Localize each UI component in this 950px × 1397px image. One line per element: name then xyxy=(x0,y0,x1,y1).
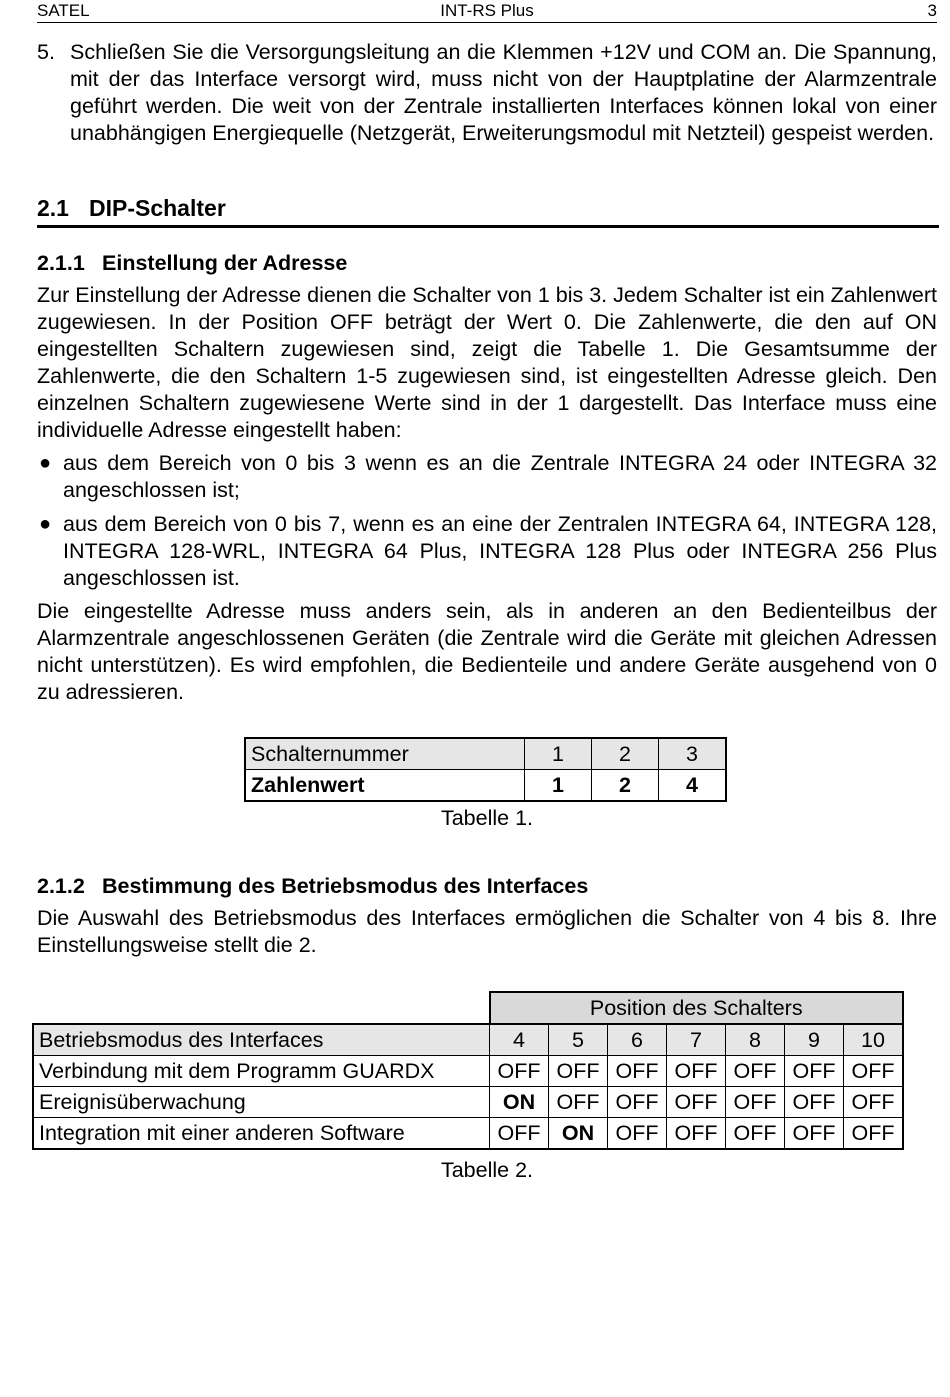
column-header: 4 xyxy=(490,1024,549,1056)
table-cell: OFF xyxy=(667,1056,726,1087)
address-paragraph-2: Die eingestellte Adresse muss anders sein, als in anderen an den Bedienteilbus der Alarmzentrale angeschlossenen Geräten (die Zentrale wird die Geräte mit gleichen Adressen nicht unterstützen). Es wird empfohlen, die Bedienteile und andere Geräte ausgehend von 0 zu adressieren. xyxy=(37,599,937,704)
table-cell: OFF xyxy=(490,1118,549,1150)
bullet-icon: ● xyxy=(39,452,52,474)
table-row xyxy=(245,770,726,802)
table-cell: 2 xyxy=(592,738,659,770)
table-cell: OFF xyxy=(490,1056,549,1087)
section-heading-2-1 xyxy=(37,193,939,228)
table-cell: OFF xyxy=(785,1056,844,1087)
header-page-number: 3 xyxy=(927,1,937,20)
mode-header: Betriebsmodus des Interfaces xyxy=(33,1024,490,1056)
table-cell: OFF xyxy=(608,1087,667,1118)
table-cell: OFF xyxy=(608,1118,667,1150)
bullet-icon: ● xyxy=(39,513,52,535)
table-cell: OFF xyxy=(726,1087,785,1118)
table-cell: OFF xyxy=(844,1118,904,1150)
header-brand: SATEL xyxy=(37,1,90,20)
list-item-text: aus dem Bereich von 0 bis 7, wenn es an eine der Zentralen INTEGRA 64, INTEGRA 128, INTEGRA 128-WRL, INTEGRA 64 Plus, INTEGRA 128 Plus oder INTEGRA 256 Plus angeschlossen ist. xyxy=(63,512,937,590)
table-cell: Zahlenwert xyxy=(245,770,525,802)
table-cell: ON xyxy=(490,1087,549,1118)
position-header: Position des Schalters xyxy=(490,992,904,1024)
table-cell: OFF xyxy=(667,1087,726,1118)
table-cell: OFF xyxy=(726,1118,785,1150)
section-number: 2.1 xyxy=(37,195,69,221)
table-row xyxy=(33,1118,903,1150)
row-label: Ereignisüberwachung xyxy=(33,1087,490,1118)
section-title: Bestimmung des Betriebsmodus des Interfaces xyxy=(102,874,589,898)
table-cell: 1 xyxy=(525,770,592,802)
section-number: 2.1.2 xyxy=(37,874,85,898)
table-row xyxy=(33,1056,903,1087)
table-cell: 3 xyxy=(659,738,727,770)
table-cell: ON xyxy=(549,1118,608,1150)
table-cell: OFF xyxy=(549,1087,608,1118)
step-text: Schließen Sie die Versorgungsleitung an die Klemmen +12V und COM an. Die Spannung, mit der das Interface versorgt wird, muss nicht von der Hauptplatine der Alarmzentrale geführt werden. Die weit von der Zentrale installierten Interfaces können lokal von einer unabhängigen Energiequelle (Netzgerät, Erweiterungsmodul mit Netzteil) gespeist werden. xyxy=(70,40,937,145)
column-header: 6 xyxy=(608,1024,667,1056)
page-header xyxy=(37,0,937,23)
header-product: INT-RS Plus xyxy=(440,1,534,20)
table-1 xyxy=(244,737,727,802)
list-item-text: aus dem Bereich von 0 bis 3 wenn es an die Zentrale INTEGRA 24 oder INTEGRA 32 angeschlossen ist; xyxy=(63,451,937,502)
table-cell: Schalternummer xyxy=(245,738,525,770)
table-1-caption: Tabelle 1. xyxy=(440,806,534,830)
table-empty-cell xyxy=(33,992,490,1024)
step-number: 5. xyxy=(37,40,55,64)
section-title: DIP-Schalter xyxy=(89,195,226,221)
table-header-row xyxy=(33,1024,903,1056)
table-cell: 1 xyxy=(525,738,592,770)
address-paragraph: Zur Einstellung der Adresse dienen die Schalter von 1 bis 3. Jedem Schalter ist ein Zahlenwert zugewiesen. In der Position OFF beträgt der Wert 0. Die Zahlenwerte, die den auf ON eingestellten Schaltern zugewiesen sind, zeigt die Tabelle 1. Die Gesamtsumme der Zahlenwerte, die den Schaltern 1-5 zugewiesen sind, ist eingestellten Adresse gleich. Den einzelnen Schaltern zugewiesene Werte sind in der 1 dargestellt. Das Interface muss eine individuelle Adresse eingestellt haben: xyxy=(37,283,937,442)
table-cell: OFF xyxy=(844,1087,904,1118)
row-label: Integration mit einer anderen Software xyxy=(33,1118,490,1150)
table-cell: 2 xyxy=(592,770,659,802)
row-label: Verbindung mit dem Programm GUARDX xyxy=(33,1056,490,1087)
table-2-caption: Tabelle 2. xyxy=(440,1158,534,1182)
mode-paragraph: Die Auswahl des Betriebsmodus des Interfaces ermöglichen die Schalter von 4 bis 8. Ihre Einstellungsweise stellt die 2. xyxy=(37,906,937,957)
table-header-row xyxy=(33,992,903,1024)
column-header: 9 xyxy=(785,1024,844,1056)
table-row xyxy=(245,738,726,770)
section-number: 2.1.1 xyxy=(37,251,85,275)
table-2 xyxy=(32,991,904,1150)
table-cell: OFF xyxy=(844,1056,904,1087)
table-cell: OFF xyxy=(667,1118,726,1150)
table-cell: OFF xyxy=(608,1056,667,1087)
section-title: Einstellung der Adresse xyxy=(102,251,348,275)
table-row xyxy=(33,1087,903,1118)
column-header: 10 xyxy=(844,1024,904,1056)
table-cell: OFF xyxy=(785,1087,844,1118)
table-cell: OFF xyxy=(785,1118,844,1150)
column-header: 5 xyxy=(549,1024,608,1056)
table-cell: 4 xyxy=(659,770,727,802)
column-header: 7 xyxy=(667,1024,726,1056)
table-cell: OFF xyxy=(549,1056,608,1087)
table-cell: OFF xyxy=(726,1056,785,1087)
column-header: 8 xyxy=(726,1024,785,1056)
